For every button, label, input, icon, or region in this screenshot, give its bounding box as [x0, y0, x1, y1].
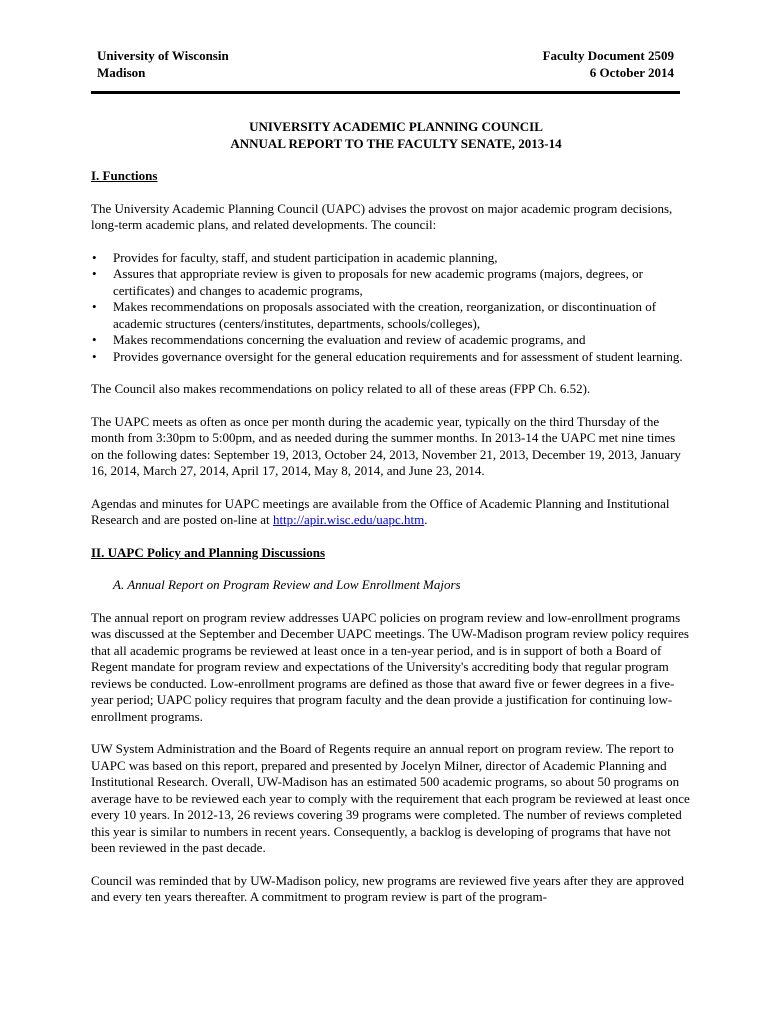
- list-item: • Provides for faculty, staff, and student participation in academic planning,: [91, 250, 691, 267]
- functions-list: [91, 250, 691, 366]
- agendas-paragraph: [91, 496, 691, 529]
- header-divider: [91, 91, 680, 94]
- title-line1: UNIVERSITY ACADEMIC PLANNING COUNCIL: [249, 119, 543, 134]
- header-document-info: [543, 47, 674, 81]
- header-institution-line1: University of Wisconsin: [97, 48, 229, 63]
- document-body: [91, 168, 691, 922]
- agendas-text-end: .: [424, 512, 428, 527]
- list-item: • Makes recommendations concerning the evaluation and review of academic programs, and: [91, 332, 691, 349]
- section2-subheading: A. Annual Report on Program Review and Low Enrollment Majors: [113, 577, 461, 592]
- header-document-date: 6 October 2014: [589, 65, 674, 80]
- header-institution-line2: Madison: [97, 65, 146, 80]
- meetings-paragraph: The UAPC meets as often as once per month during the academic year, typically on the third Thursday of the month from 3:30pm to 5:00pm, and as needed during the summer months. In 2013-14 the UAPC met nine times on the following dates: September 19, 2013, October 24, 2013, November 21, 2013, December 19, 2013, January 16, 2014, March 27, 2014, April 17, 2014, May 8, 2014, and June 23, 2014.: [91, 413, 681, 478]
- list-item: • Assures that appropriate review is given to proposals for new academic programs (majors, degrees, or certificates) and changes to academic programs,: [91, 266, 691, 299]
- section1-intro: The University Academic Planning Council (UAPC) advises the provost on major academic program decisions, long-term academic plans, and related developments. The council:: [91, 200, 673, 232]
- document-title: [91, 118, 701, 152]
- title-line2: ANNUAL REPORT TO THE FACULTY SENATE, 2013-14: [230, 136, 562, 151]
- header-institution: [97, 47, 229, 81]
- section2-heading: II. UAPC Policy and Planning Discussions: [91, 544, 326, 560]
- header-document-number: Faculty Document 2509: [542, 48, 674, 63]
- section1-heading: I. Functions: [91, 168, 158, 183]
- program-review-paragraph: The annual report on program review addresses UAPC policies on program review and low-enrollment programs was discussed at the September and December UAPC meetings. The UW-Madison program review policy requires that all academic programs be reviewed at least once in a ten-year period, and is in support of both a Board of Regent mandate for program review and expectations of the University's accrediting body that regular program reviews be conducted. Low-enrollment programs are defined as those that award five or fewer degrees in a five-year period; UAPC policy requires that program faculty and the dean provide a justification for continuing low-enrollment programs.: [91, 609, 689, 724]
- uapc-link[interactable]: http://apir.wisc.edu/uapc.htm: [272, 512, 425, 527]
- system-report-paragraph: UW System Administration and the Board of Regents require an annual report on program review. The report to UAPC was based on this report, prepared and presented by Jocelyn Milner, director of Academic Planning and Institutional Research. Overall, UW-Madison has an estimated 500 academic programs, so about 50 programs on average have to be reviewed each year to comply with the requirement that each program be reviewed at least once every 10 years. In 2012-13, 26 reviews covering 39 programs were completed. The number of reviews completed this year is similar to numbers in recent years. Consequently, a backlog is developing of programs that have not been reviewed in the past decade.: [91, 741, 690, 855]
- policy-paragraph: The Council also makes recommendations on policy related to all of these areas (FPP Ch. 6.52).: [91, 381, 591, 396]
- list-item: • Provides governance oversight for the general education requirements and for assessment of student learning.: [91, 349, 691, 366]
- agendas-text: Agendas and minutes for UAPC meetings are available from the Office of Academic Planning and Institutional Research and are posted on-line at: [91, 495, 670, 527]
- list-item: • Makes recommendations on proposals associated with the creation, reorganization, or discontinuation of academic structures (centers/institutes, departments, schools/colleges),: [91, 299, 691, 332]
- new-programs-paragraph: Council was reminded that by UW-Madison policy, new programs are reviewed five years after they are approved and every ten years thereafter. A commitment to program review is part of the program-: [91, 872, 684, 904]
